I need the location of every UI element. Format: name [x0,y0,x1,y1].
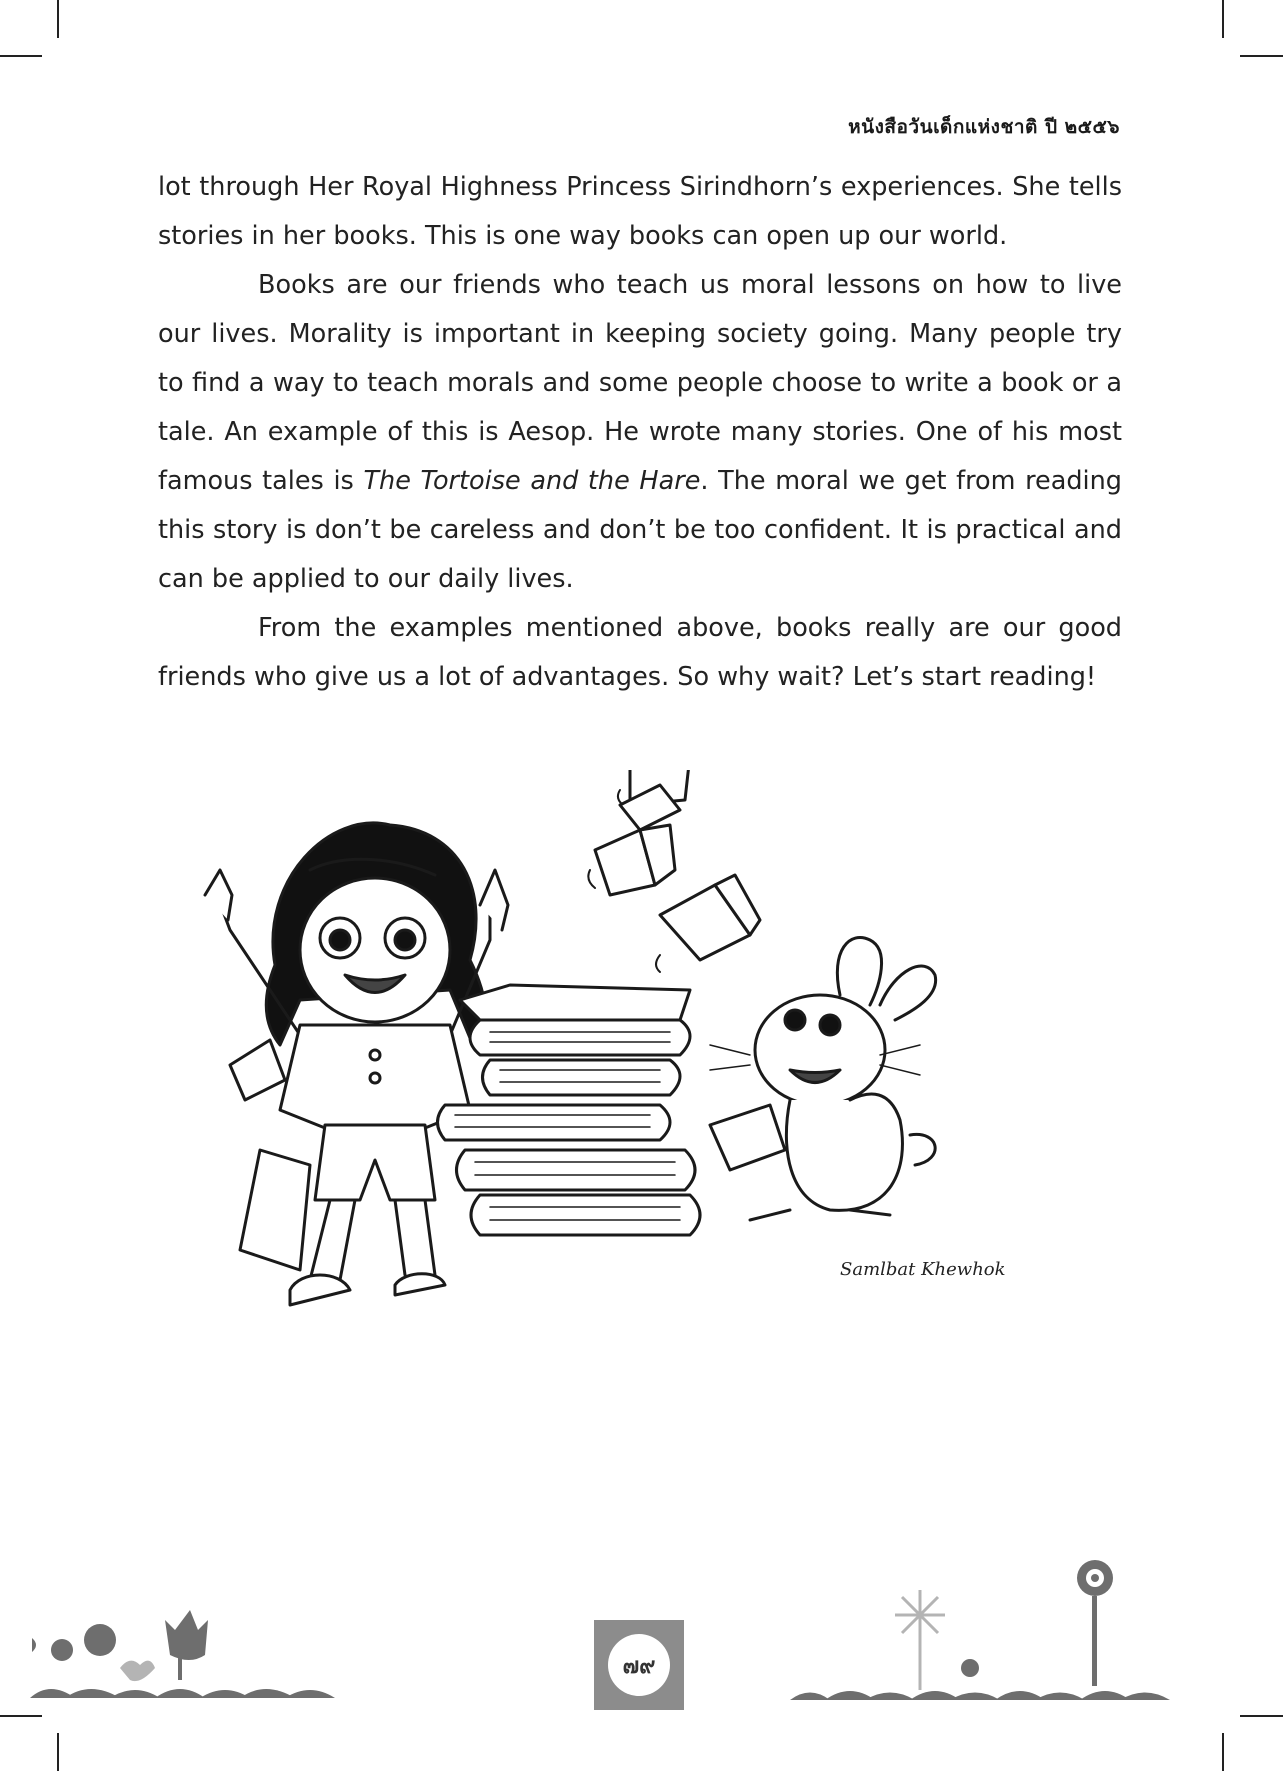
book-title-italic: The Tortoise and the Hare [363,466,701,496]
crop-mark-bottom-right-v [1222,1733,1224,1771]
body-text [158,163,1122,702]
crop-mark-top-right-v [1222,0,1224,38]
crop-mark-top-right-h [1240,55,1283,57]
decoration-bottom-right [790,1560,1210,1710]
crop-mark-bottom-left-v [57,1733,59,1771]
paragraph-2-before: Books are our friends who teach us moral lessons on how to live our lives. Morality is important in keeping society going. Many people try to find a way to teach morals and some people choose to write a book or a tale. An example of this is Aesop. He wrote many stories. One of his most famous tales is [158,270,1122,496]
crop-mark-top-left-h [0,55,42,57]
paragraph-2-after: . The moral we get from reading this story is don’t be careless and don’t be too confident. It is practical and can be applied to our daily lives. [158,466,1122,594]
paragraph-3: From the examples mentioned above, books really are our good friends who give us a lot of advantages. So why wait? Let’s start reading! [158,613,1122,692]
decoration-bottom-left [30,1610,390,1710]
paragraph-2 [158,261,1122,604]
crop-mark-bottom-right-h [1240,1715,1283,1717]
flying-book-icon [588,770,760,972]
rabbit-reading-icon [710,937,936,1220]
running-header: หนังสือวันเด็กแห่งชาติ ปี ๒๕๕๖ [848,116,1120,138]
book-stack-icon [438,985,701,1235]
paragraph-1: lot through Her Royal Highness Princess Sirindhorn’s experiences. She tells stories in her books. This is one way books can open up our world. [158,172,1122,251]
crop-mark-top-left-v [57,0,59,38]
page-number: ๗๙ [608,1634,670,1696]
artist-signature: Samlbat Khewhok [840,1259,1006,1280]
page-number-box [594,1620,684,1710]
crop-mark-bottom-left-h [0,1715,42,1717]
illustration [190,770,1090,1430]
girl-with-backpack-icon [205,823,508,1305]
